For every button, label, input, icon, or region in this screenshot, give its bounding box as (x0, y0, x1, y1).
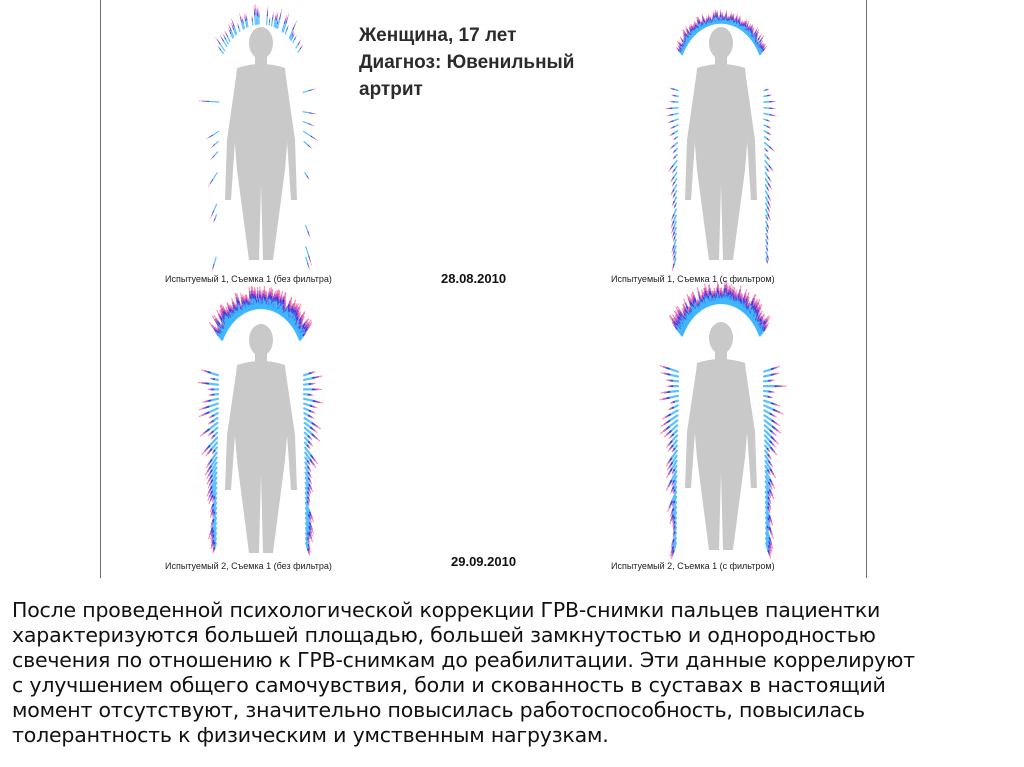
aura-streak (768, 159, 769, 161)
aura-streak (669, 168, 671, 171)
aura-streak (209, 422, 212, 424)
aura-streak (206, 452, 209, 456)
aura-streak (768, 121, 770, 122)
aura-streak (673, 253, 674, 256)
aura-streak (313, 407, 317, 408)
aura-streak (774, 440, 778, 444)
aura-streak (666, 461, 669, 466)
aura-streak (672, 171, 673, 173)
aura-streak (272, 290, 273, 296)
aura-streak (697, 288, 699, 294)
aura-streak (276, 13, 277, 17)
aura-streak (671, 490, 673, 494)
aura-streak (672, 267, 673, 271)
aura-streak (769, 134, 771, 135)
aura-streak (218, 46, 220, 48)
aura-streak (672, 483, 673, 486)
aura-streak (309, 469, 311, 472)
aura-streak (252, 287, 253, 294)
aura-streak (215, 37, 218, 41)
aura-streak (310, 147, 312, 149)
aura-streak (220, 35, 222, 38)
aura-streak (672, 203, 673, 206)
aura-streak (256, 13, 257, 24)
aura-streak (769, 500, 770, 503)
aura-streak (665, 433, 669, 436)
aura-streak (740, 19, 741, 22)
aura-streak (238, 23, 239, 25)
description-line: характеризуются большей площадью, большей замкнутостью и однородностью (12, 623, 876, 647)
aura-streak (667, 472, 670, 477)
patient-line: Женщина, 17 лет (359, 25, 517, 46)
aura-streak (314, 459, 318, 464)
aura-streak (208, 182, 211, 186)
aura-streak (708, 291, 709, 295)
aura-streak (244, 14, 245, 18)
aura-streak (310, 437, 312, 439)
aura-streak (214, 257, 216, 265)
aura-streak (201, 432, 206, 436)
aura-streak (769, 554, 770, 558)
aura-streak (770, 397, 773, 398)
aura-streak (661, 430, 666, 434)
aura-streak (213, 204, 216, 212)
description-line: свечения по отношению к ГРВ-снимкам до реабилитации. Эти данные коррелируют (12, 648, 915, 672)
aura-streak (736, 290, 737, 295)
aura-streak (694, 21, 695, 24)
caption-subject1-with-filter: Испытуемый 1, Съемка 1 (с фильтром) (611, 274, 775, 284)
grv-image-subject2-no-filter (201, 295, 321, 550)
aura-streak (269, 288, 270, 294)
aura-streak (767, 231, 768, 233)
aura-streak (768, 140, 770, 141)
aura-streak (311, 417, 314, 419)
aura-streak (734, 292, 735, 296)
aura-streak (316, 425, 321, 428)
aura-streak (267, 15, 268, 25)
aura-streak (673, 528, 674, 530)
aura-streak (310, 475, 312, 478)
aura-streak (672, 235, 673, 238)
aura-streak (246, 295, 247, 300)
patient-info (359, 22, 574, 103)
aura-streak (277, 12, 278, 16)
description-paragraph (12, 598, 1017, 748)
aura-streak (211, 544, 212, 549)
aura-streak (209, 416, 212, 417)
aura-streak (670, 127, 672, 128)
aura-streak (769, 457, 771, 460)
aura-streak (767, 250, 768, 252)
aura-streak (701, 21, 702, 23)
aura-streak (229, 24, 231, 28)
aura-streak (661, 423, 666, 426)
aura-streak (671, 402, 673, 403)
aura-streak (314, 138, 318, 141)
aura-streak (732, 287, 733, 292)
caption-subject2-no-filter: Испытуемый 2, Съемка 1 (без фильтра) (165, 561, 332, 571)
aura-streak (776, 429, 781, 433)
aura-streak (775, 423, 780, 426)
aura-streak (285, 15, 286, 20)
aura-streak (769, 472, 770, 475)
aura-streak (206, 463, 209, 467)
aura-streak (207, 137, 210, 139)
grv-image-subject1-no-filter (201, 10, 321, 265)
grv-image-subject1-with-filter (661, 10, 781, 265)
aura-streak (312, 412, 315, 413)
aura-streak (737, 18, 738, 21)
aura-streak (281, 292, 282, 298)
date-second-session: 29.09.2010 (451, 554, 517, 569)
aura-streak (310, 260, 312, 266)
aura-streak (768, 170, 769, 172)
aura-streak (309, 490, 311, 493)
description-line: с улучшением общего самочувствия, боли и скованность в суставах в настоящий (12, 673, 886, 697)
aura-streak (668, 122, 671, 123)
aura-streak (304, 131, 312, 136)
aura-streak (211, 146, 213, 148)
description-line: момент отсутствуют, значительно повысилась работоспособность, повысилась (12, 698, 865, 722)
aura-streak (673, 196, 674, 198)
aura-streak (210, 322, 214, 327)
aura-streak (703, 293, 704, 297)
aura-streak (312, 113, 316, 114)
aura-streak (775, 367, 780, 369)
aura-streak (666, 484, 669, 490)
aura-streak (673, 158, 674, 159)
aura-streak (242, 17, 243, 20)
aura-streak (211, 157, 213, 159)
aura-streak (246, 14, 247, 18)
aura-streak (673, 152, 674, 153)
aura-streak (207, 479, 210, 484)
aura-streak (207, 474, 210, 479)
aura-streak (672, 184, 673, 186)
diagnosis-line-1: Диагноз: Ювенильный (359, 52, 575, 73)
aura-streak (240, 304, 241, 307)
aura-streak (294, 21, 296, 26)
aura-streak (198, 383, 204, 384)
caption-subject1-no-filter: Испытуемый 1, Съемка 1 (без фильтра) (165, 274, 332, 284)
aura-streak (202, 370, 207, 372)
aura-streak (249, 288, 250, 295)
aura-streak (775, 404, 780, 406)
aura-streak (671, 554, 672, 559)
aura-streak (223, 34, 225, 37)
aura-streak (306, 247, 309, 257)
aura-streak (762, 36, 764, 39)
description-line: толерантность к физическим и умственным нагрузкам. (12, 723, 609, 747)
aura-streak (771, 149, 774, 152)
aura-streak (660, 399, 665, 400)
aura-streak (768, 189, 769, 191)
grv-figure-panel (100, 0, 867, 578)
aura-streak (313, 463, 316, 467)
aura-streak (213, 220, 214, 222)
aura-streak (772, 483, 775, 488)
aura-streak (211, 437, 213, 439)
grv-image-subject2-with-filter (661, 290, 781, 550)
aura-streak (772, 473, 775, 478)
aura-streak (769, 506, 771, 510)
diagnosis-line-2: артрит (359, 79, 423, 100)
caption-subject2-with-filter: Испытуемый 2, Съемка 1 (с фильтром) (611, 561, 775, 571)
aura-streak (287, 14, 289, 19)
aura-streak (210, 214, 212, 218)
aura-streak (315, 437, 319, 441)
aura-streak (255, 14, 256, 24)
aura-streak (317, 402, 323, 403)
aura-streak (709, 285, 710, 291)
description-line: После проведенной психологической коррекции ГРВ-снимки пальцев пациентки (12, 598, 881, 622)
aura-streak (231, 19, 233, 24)
date-first-session: 28.08.2010 (441, 271, 507, 286)
aura-streak (202, 449, 206, 454)
aura-streak (225, 31, 227, 34)
aura-streak (767, 244, 768, 246)
aura-streak (205, 470, 208, 475)
aura-streak (773, 451, 776, 455)
aura-streak (769, 209, 770, 212)
aura-streak (212, 173, 217, 181)
aura-streak (208, 101, 219, 102)
aura-streak (661, 392, 666, 393)
aura-streak (748, 21, 749, 24)
aura-streak (771, 168, 773, 171)
aura-streak (769, 494, 770, 497)
aura-streak (731, 285, 732, 291)
